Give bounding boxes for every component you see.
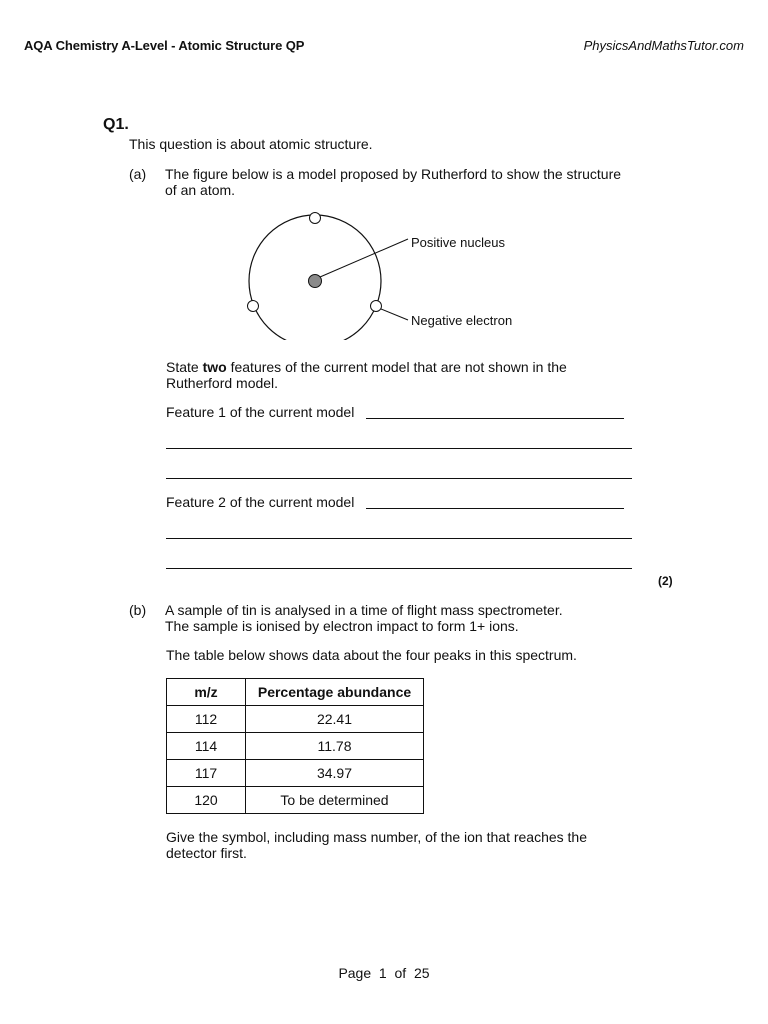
positive-nucleus	[309, 275, 322, 288]
cell-abundance: To be determined	[246, 787, 424, 814]
part-b-question-line2: detector first.	[166, 845, 247, 861]
feature-1-answer-line-2[interactable]	[166, 448, 632, 449]
part-b-label: (b)	[129, 602, 147, 618]
cell-mz: 120	[167, 787, 246, 814]
part-b-line2: The sample is ionised by electron impact to form 1+ ions.	[165, 618, 519, 634]
table-row	[167, 733, 424, 760]
part-b-line1: A sample of tin is analysed in a time of flight mass spectrometer.	[165, 602, 563, 618]
table-intro: The table below shows data about the four peaks in this spectrum.	[166, 647, 577, 663]
label-positive-nucleus: Positive nucleus	[411, 235, 505, 250]
table-row	[167, 760, 424, 787]
question-intro: This question is about atomic structure.	[129, 136, 373, 152]
electron-right	[371, 301, 382, 312]
page-of: of	[394, 965, 407, 981]
feature-2-label: Feature 2 of the current model	[166, 494, 355, 510]
page-prefix: Page	[338, 965, 372, 981]
part-b-question-line1: Give the symbol, including mass number, of the ion that reaches the	[166, 829, 588, 845]
electron-pointer	[381, 309, 408, 320]
cell-abundance: 34.97	[246, 760, 424, 787]
label-negative-electron: Negative electron	[411, 313, 513, 328]
cell-abundance: 11.78	[246, 733, 424, 760]
cell-abundance: 22.41	[246, 706, 424, 733]
header-percentage-abundance: Percentage abundance	[246, 679, 424, 706]
state-features-line1: State two features of the current model that are not shown in the	[166, 359, 567, 375]
table-header-row	[167, 679, 424, 706]
electron-left	[248, 301, 259, 312]
feature-1-answer-line[interactable]	[366, 418, 624, 419]
page-number: 1	[378, 965, 387, 981]
cell-mz: 112	[167, 706, 246, 733]
mass-spectrum-table	[166, 678, 424, 814]
part-a-line2: of an atom.	[165, 182, 236, 198]
feature-1-answer-line-3[interactable]	[166, 478, 632, 479]
feature-2-answer-line[interactable]	[366, 508, 624, 509]
header-title: AQA Chemistry A-Level - Atomic Structure QP	[24, 38, 305, 53]
page-total: 25	[413, 965, 430, 981]
feature-2-answer-line-3[interactable]	[166, 568, 632, 569]
header-mz: m/z	[167, 679, 246, 706]
rutherford-model-figure	[240, 205, 540, 340]
part-a-label: (a)	[129, 166, 147, 182]
cell-mz: 117	[167, 760, 246, 787]
table-row	[167, 787, 424, 814]
feature-1-label: Feature 1 of the current model	[166, 404, 355, 420]
cell-mz: 114	[167, 733, 246, 760]
state-features-line2: Rutherford model.	[166, 375, 279, 391]
header-site: PhysicsAndMathsTutor.com	[583, 38, 744, 53]
nucleus-pointer	[320, 239, 408, 277]
question-number: Q1.	[103, 116, 129, 133]
table-row	[167, 706, 424, 733]
marks-part-a: (2)	[658, 574, 673, 588]
feature-2-answer-line-2[interactable]	[166, 538, 632, 539]
page-footer	[0, 965, 768, 981]
part-a-line1: The figure below is a model proposed by Rutherford to show the structure	[165, 166, 622, 182]
electron-top	[310, 213, 321, 224]
